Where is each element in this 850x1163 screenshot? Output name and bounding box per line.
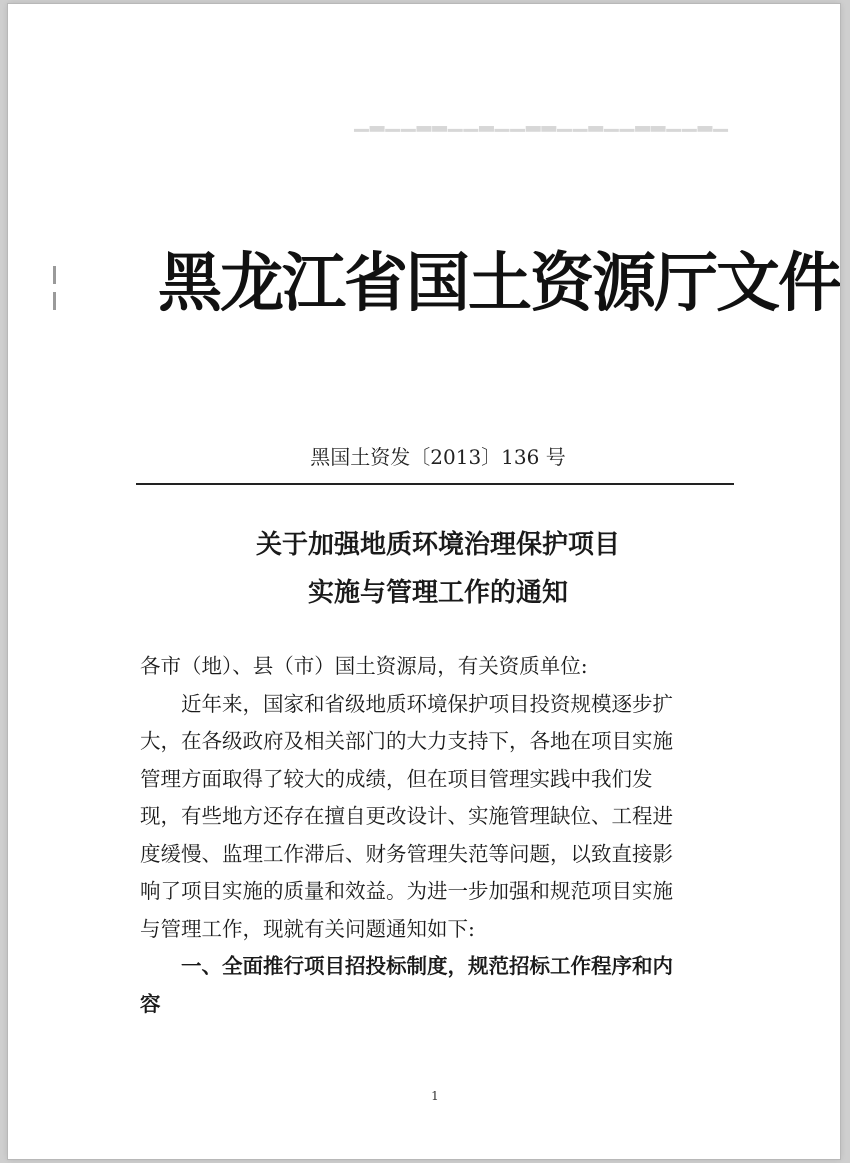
section-heading: 一、全面推行项目招投标制度，规范招标工作程序和内 <box>181 954 673 978</box>
binding-mark <box>53 266 56 284</box>
paragraph-line: 现，有些地方还存在擅自更改设计、实施管理缺位、工程进 <box>140 804 673 828</box>
title-line: 关于加强地质环境治理保护项目 <box>255 530 620 560</box>
paragraph-line: 与管理工作，现就有关问题通知如下: <box>140 916 475 941</box>
section-heading-continued: 容 <box>140 991 161 1016</box>
page-number: 1 <box>431 1089 439 1103</box>
header-divider <box>136 483 734 485</box>
title-line: 实施与管理工作的通知 <box>307 578 568 608</box>
document-body <box>140 648 740 1023</box>
document-number: 黑国土资发〔2013〕136 号 <box>310 445 566 469</box>
paragraph-line: 大，在各级政府及相关部门的大力支持下，各地在项目实施 <box>140 729 673 753</box>
show-through-text: ▁▂▁▁▂▂▁▁▂▁▁▂▂▁▁▂▁▁▂▂▁▁▂▁ <box>353 110 728 132</box>
paragraph-line: 管理方面取得了较大的成绩，但在项目管理实践中我们发 <box>140 766 653 791</box>
document-page <box>8 4 840 1159</box>
binding-mark <box>53 292 56 310</box>
salutation: 各市（地）、县（市）国土资源局，有关资质单位: <box>140 654 588 678</box>
document-title <box>158 521 718 617</box>
paragraph-line: 近年来，国家和省级地质环境保护项目投资规模逐步扩 <box>181 691 673 716</box>
paragraph-line: 度缓慢、监理工作滞后、财务管理失范等问题，以致直接影 <box>140 841 673 866</box>
issuing-authority-header: 黑龙江省国土资源厅文件 <box>158 247 840 321</box>
paragraph-line: 响了项目实施的质量和效益。为进一步加强和规范项目实施 <box>140 879 673 903</box>
